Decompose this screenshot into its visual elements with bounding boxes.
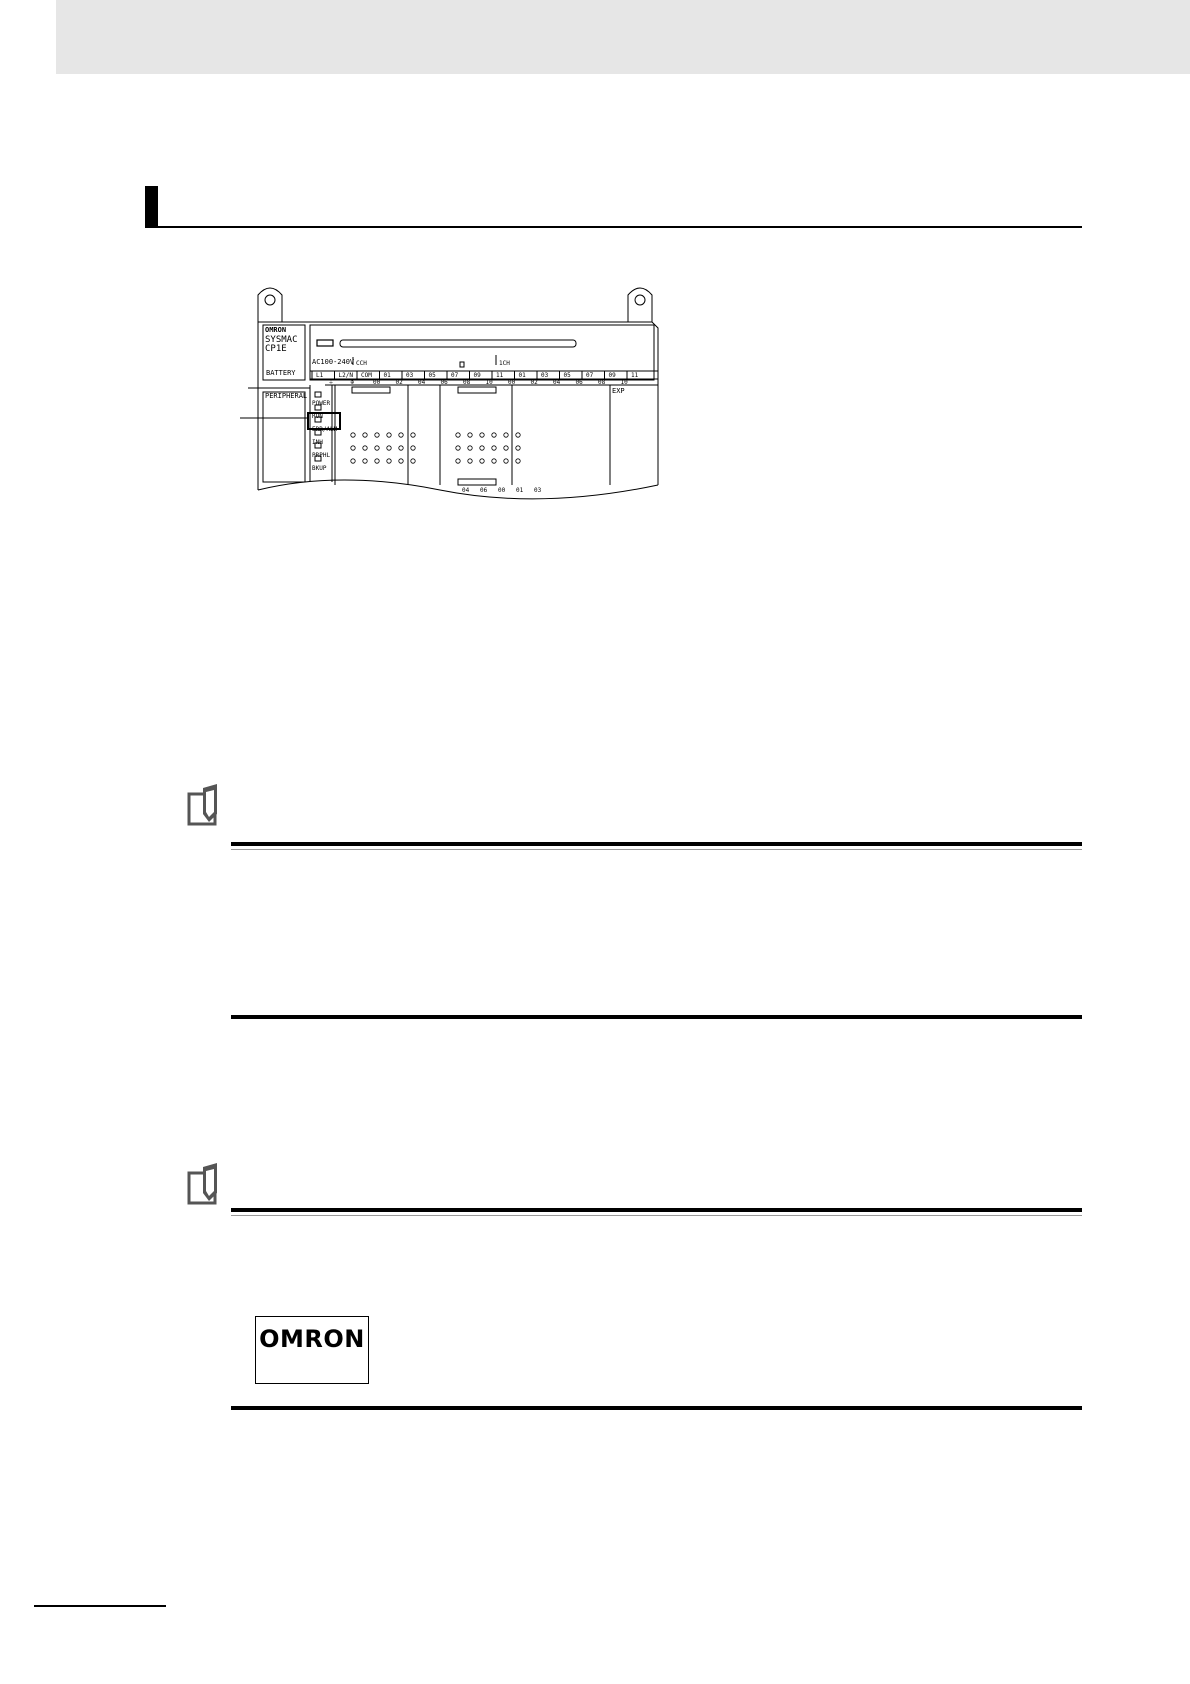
figure-terminal-label: 08 xyxy=(463,379,471,386)
note2-top-rule xyxy=(231,1208,1082,1212)
figure-terminal-label: 03 xyxy=(541,372,549,379)
figure-connector-pin xyxy=(504,459,508,463)
figure-connector-pin xyxy=(468,459,472,463)
figure-battery-label: BATTERY xyxy=(266,369,296,377)
figure-terminal-label: COM xyxy=(361,372,372,379)
footer-rule xyxy=(34,1605,166,1607)
figure-terminal-label: 01 xyxy=(383,372,391,379)
figure-connector-pin xyxy=(504,433,508,437)
figure-connector-pin xyxy=(387,433,391,437)
figure-terminal-label: 05 xyxy=(563,372,571,379)
figure-connector-pin xyxy=(456,433,460,437)
figure-terminal-label: 08 xyxy=(598,379,606,386)
note1-top-rule xyxy=(231,842,1082,846)
figure-connector-pin xyxy=(387,446,391,450)
figure-terminal-label: 01 xyxy=(516,487,524,494)
figure-connector-pin xyxy=(480,459,484,463)
figure-indicator-label: BKUP xyxy=(312,465,327,472)
figure-terminal-label: ⏚ xyxy=(328,379,335,386)
note1-bottom-rule xyxy=(231,1015,1082,1019)
figure-terminal-label: 09 xyxy=(473,372,481,379)
figure-terminal-label: 04 xyxy=(462,487,470,494)
figure-terminal-label: ⊕ xyxy=(350,379,355,386)
figure-terminal-label: L2/N xyxy=(338,372,353,379)
figure-connector-pin xyxy=(411,459,415,463)
figure-connector-pin xyxy=(375,446,379,450)
figure-connector-pin xyxy=(411,433,415,437)
figure-terminal-label: 06 xyxy=(575,379,583,386)
figure-input-ch-label: CCH xyxy=(356,360,367,367)
section-heading-rule xyxy=(145,226,1082,228)
figure-terminal-label: 11 xyxy=(496,372,504,379)
figure-terminal-label: 07 xyxy=(451,372,459,379)
figure-terminal-label: 01 xyxy=(518,372,526,379)
figure-connector-pin xyxy=(492,446,496,450)
figure-terminal-label: 04 xyxy=(418,379,426,386)
figure-output-ch-label: 1CH xyxy=(499,360,510,367)
figure-connector-pin xyxy=(492,433,496,437)
figure-connector-pin xyxy=(456,446,460,450)
figure-connector-pin xyxy=(411,446,415,450)
figure-indicator-label: POWER xyxy=(312,400,331,407)
figure-connector-pin xyxy=(399,459,403,463)
figure-connector-pin xyxy=(375,433,379,437)
figure-terminal-label: 09 xyxy=(608,372,616,379)
precaution-pencil-icon xyxy=(187,784,225,828)
page-header-band xyxy=(56,0,1190,74)
figure-power-supply-label: AC100-240V xyxy=(312,358,355,366)
figure-peripheral-label: PERIPHERAL xyxy=(265,392,308,400)
section-heading-marker xyxy=(145,186,158,228)
figure-terminal-label: 05 xyxy=(428,372,436,379)
figure-exp-label: EXP xyxy=(612,387,625,395)
figure-terminal-label: 03 xyxy=(534,487,542,494)
figure-terminal-label: 02 xyxy=(395,379,403,386)
figure-terminal-label: 04 xyxy=(553,379,561,386)
figure-connector-pin xyxy=(468,446,472,450)
figure-connector-pin xyxy=(516,459,520,463)
note2-bottom-rule xyxy=(231,1406,1082,1410)
figure-model-line1: SYSMAC xyxy=(265,335,298,345)
figure-connector-pin xyxy=(387,459,391,463)
omron-logo: OMRON xyxy=(259,1325,365,1353)
figure-terminal-label: 07 xyxy=(586,372,594,379)
figure-terminal-label: 03 xyxy=(406,372,414,379)
figure-connector-pin xyxy=(363,459,367,463)
figure-terminal-label: 06 xyxy=(440,379,448,386)
figure-connector-pin xyxy=(399,446,403,450)
figure-connector-pin xyxy=(456,459,460,463)
figure-indicator-label: RUN xyxy=(312,413,323,420)
figure-connector-pin xyxy=(468,433,472,437)
figure-terminal-label: 11 xyxy=(631,372,639,379)
figure-connector-pin xyxy=(516,433,520,437)
omron-logo-box xyxy=(255,1316,369,1384)
figure-indicator-label: PRPHL xyxy=(312,452,331,459)
figure-brand-text: OMRON xyxy=(265,326,287,334)
note1-top-subrule xyxy=(231,849,1082,850)
figure-connector-pin xyxy=(375,459,379,463)
plc-front-panel-figure xyxy=(240,285,680,520)
figure-connector-pin xyxy=(504,446,508,450)
figure-connector-pin xyxy=(516,446,520,450)
figure-connector-pin xyxy=(351,446,355,450)
figure-connector-pin xyxy=(351,433,355,437)
figure-connector-pin xyxy=(363,433,367,437)
figure-terminal-label: 00 xyxy=(498,487,506,494)
figure-connector-pin xyxy=(480,446,484,450)
figure-indicator-label: ERR/ALM xyxy=(312,426,338,433)
figure-connector-pin xyxy=(351,459,355,463)
figure-terminal-label: L1 xyxy=(316,372,324,379)
precaution-pencil-icon xyxy=(187,1163,225,1207)
figure-terminal-label: 06 xyxy=(480,487,488,494)
figure-connector-pin xyxy=(399,433,403,437)
figure-terminal-label: 10 xyxy=(620,379,628,386)
figure-connector-pin xyxy=(480,433,484,437)
figure-connector-pin xyxy=(492,459,496,463)
figure-terminal-label: 00 xyxy=(373,379,381,386)
note2-top-subrule xyxy=(231,1215,1082,1216)
figure-model-line2: CP1E xyxy=(265,344,287,354)
figure-terminal-label: 10 xyxy=(485,379,493,386)
figure-terminal-label: 00 xyxy=(508,379,516,386)
figure-connector-pin xyxy=(363,446,367,450)
figure-terminal-label: 02 xyxy=(530,379,538,386)
figure-indicator-label: INH xyxy=(312,439,323,446)
